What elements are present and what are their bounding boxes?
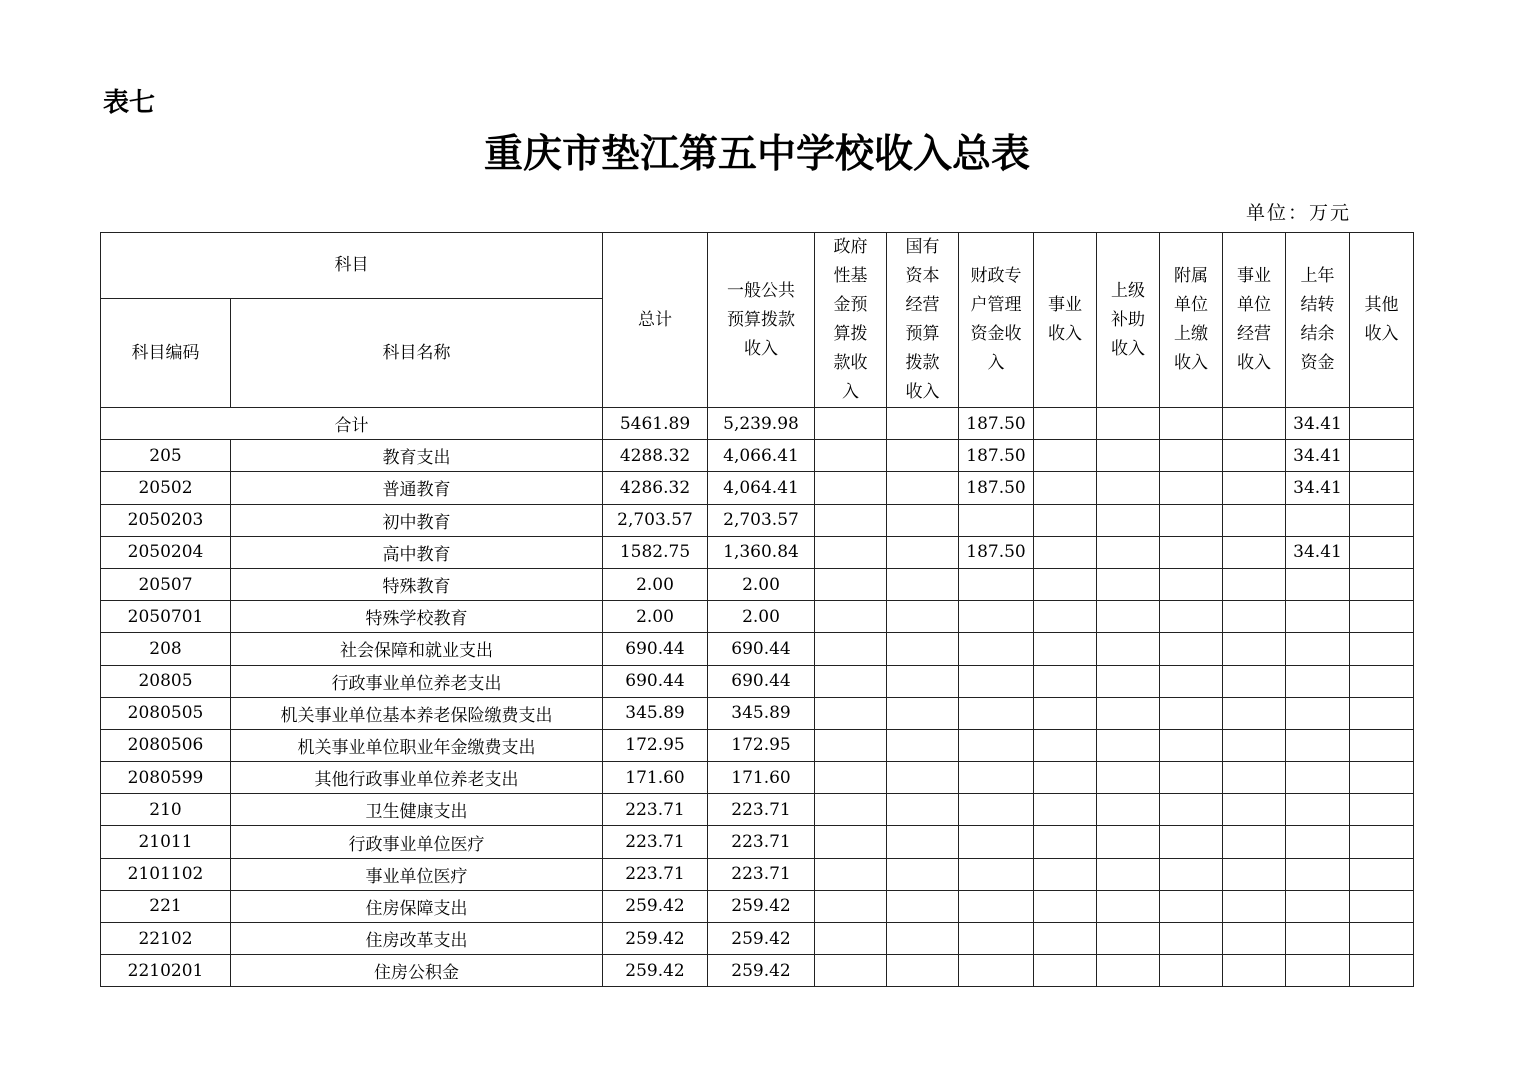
cell-general-budget: 259.42 [708,890,815,922]
table-row [101,923,1414,955]
cell-carryover [1286,697,1350,729]
cell-general-budget: 4,066.41 [708,440,815,472]
cell-fiscal-special [959,794,1034,826]
cell-fiscal-special [959,762,1034,794]
cell-gov-fund [815,472,887,504]
cell-gov-fund [815,955,887,987]
cell-business-income [1034,858,1097,890]
cell-business-income [1034,665,1097,697]
cell-affiliated-remit [1160,697,1223,729]
cell-superior-subsidy [1097,536,1160,568]
table-row [101,794,1414,826]
table-row [101,504,1414,536]
cell-affiliated-remit [1160,633,1223,665]
cell-state-capital [887,858,959,890]
cell-business-income [1034,923,1097,955]
cell-code: 2210201 [101,955,231,987]
cell-other-income [1350,472,1414,504]
table-row [101,472,1414,504]
cell-affiliated-remit [1160,890,1223,922]
cell-gov-fund [815,697,887,729]
cell-business-income [1034,729,1097,761]
header-name: 科目名称 [231,299,603,408]
cell-fiscal-special [959,858,1034,890]
cell-affiliated-remit [1160,472,1223,504]
cell-business-income [1034,601,1097,633]
cell-superior-subsidy [1097,504,1160,536]
cell-other-income [1350,504,1414,536]
table-row [101,729,1414,761]
cell-state-capital [887,697,959,729]
cell-affiliated-remit [1160,568,1223,600]
cell-other-income [1350,536,1414,568]
cell-business-income [1034,504,1097,536]
cell-carryover [1286,762,1350,794]
cell-operating-income [1223,472,1286,504]
cell-superior-subsidy [1097,601,1160,633]
cell-fiscal-special [959,890,1034,922]
cell-total: 690.44 [603,665,708,697]
header-subject: 科目 [101,233,603,299]
cell-general-budget: 171.60 [708,762,815,794]
cell-other-income [1350,858,1414,890]
cell-carryover: 34.41 [1286,472,1350,504]
cell-code: 20502 [101,472,231,504]
cell-code: 2050204 [101,536,231,568]
cell-operating-income [1223,890,1286,922]
cell-general-budget: 5,239.98 [708,408,815,440]
cell-other-income [1350,568,1414,600]
cell-code: 22102 [101,923,231,955]
cell-state-capital [887,601,959,633]
cell-carryover [1286,858,1350,890]
cell-total: 171.60 [603,762,708,794]
cell-gov-fund [815,665,887,697]
cell-business-income [1034,955,1097,987]
cell-operating-income [1223,633,1286,665]
cell-name: 其他行政事业单位养老支出 [231,762,603,794]
cell-superior-subsidy [1097,665,1160,697]
header-fiscal-special: 财政专 户管理 资金收 入 [959,233,1034,408]
cell-gov-fund [815,504,887,536]
cell-name: 机关事业单位职业年金缴费支出 [231,729,603,761]
cell-total: 259.42 [603,923,708,955]
cell-other-income [1350,665,1414,697]
cell-general-budget: 223.71 [708,826,815,858]
cell-gov-fund [815,923,887,955]
cell-code: 205 [101,440,231,472]
cell-state-capital [887,762,959,794]
cell-gov-fund [815,601,887,633]
cell-state-capital [887,826,959,858]
unit-label: 单位：万元 [1246,202,1352,224]
cell-code: 2080506 [101,729,231,761]
cell-business-income [1034,794,1097,826]
cell-affiliated-remit [1160,729,1223,761]
cell-carryover [1286,601,1350,633]
cell-total: 223.71 [603,826,708,858]
cell-business-income [1034,762,1097,794]
cell-fiscal-special [959,697,1034,729]
cell-total: 259.42 [603,955,708,987]
cell-general-budget: 345.89 [708,697,815,729]
cell-superior-subsidy [1097,923,1160,955]
cell-business-income [1034,536,1097,568]
cell-state-capital [887,794,959,826]
cell-fiscal-special [959,923,1034,955]
cell-superior-subsidy [1097,826,1160,858]
cell-business-income [1034,697,1097,729]
cell-code: 2050701 [101,601,231,633]
cell-fiscal-special [959,665,1034,697]
cell-operating-income [1223,665,1286,697]
cell-superior-subsidy [1097,955,1160,987]
cell-gov-fund [815,440,887,472]
document-label: 表七 [103,88,156,118]
cell-state-capital [887,472,959,504]
cell-fiscal-special [959,633,1034,665]
cell-total: 2.00 [603,601,708,633]
table-row [101,890,1414,922]
cell-general-budget: 690.44 [708,633,815,665]
cell-state-capital [887,536,959,568]
cell-state-capital [887,729,959,761]
cell-carryover [1286,923,1350,955]
cell-superior-subsidy [1097,762,1160,794]
cell-fiscal-special [959,826,1034,858]
cell-carryover [1286,665,1350,697]
cell-code: 2101102 [101,858,231,890]
cell-other-income [1350,729,1414,761]
cell-total: 1582.75 [603,536,708,568]
cell-total: 259.42 [603,890,708,922]
cell-operating-income [1223,601,1286,633]
cell-fiscal-special [959,729,1034,761]
cell-state-capital [887,568,959,600]
cell-other-income [1350,633,1414,665]
header-affiliated-remit: 附属 单位 上缴 收入 [1160,233,1223,408]
cell-total: 223.71 [603,858,708,890]
table-row [101,536,1414,568]
cell-other-income [1350,440,1414,472]
cell-other-income [1350,794,1414,826]
cell-business-income [1034,472,1097,504]
cell-name: 事业单位医疗 [231,858,603,890]
cell-affiliated-remit [1160,440,1223,472]
cell-total: 4286.32 [603,472,708,504]
cell-general-budget: 4,064.41 [708,472,815,504]
cell-fiscal-special: 187.50 [959,440,1034,472]
cell-business-income [1034,633,1097,665]
cell-operating-income [1223,923,1286,955]
cell-state-capital [887,440,959,472]
cell-carryover [1286,794,1350,826]
cell-operating-income [1223,955,1286,987]
cell-total: 2,703.57 [603,504,708,536]
cell-gov-fund [815,729,887,761]
cell-carryover [1286,890,1350,922]
cell-name: 卫生健康支出 [231,794,603,826]
cell-carryover: 34.41 [1286,440,1350,472]
page-title: 重庆市垫江第五中学校收入总表 [483,131,1030,177]
cell-gov-fund [815,794,887,826]
cell-operating-income [1223,826,1286,858]
cell-superior-subsidy [1097,568,1160,600]
cell-state-capital [887,633,959,665]
header-gov-fund: 政府 性基 金预 算拨 款收 入 [815,233,887,408]
cell-affiliated-remit [1160,923,1223,955]
cell-name: 普通教育 [231,472,603,504]
cell-superior-subsidy [1097,858,1160,890]
cell-state-capital [887,890,959,922]
cell-superior-subsidy [1097,794,1160,826]
table-row [101,697,1414,729]
cell-gov-fund [815,762,887,794]
cell-other-income [1350,826,1414,858]
cell-affiliated-remit [1160,762,1223,794]
cell-name: 机关事业单位基本养老保险缴费支出 [231,697,603,729]
header-other-income: 其他 收入 [1350,233,1414,408]
cell-operating-income [1223,536,1286,568]
cell-general-budget: 690.44 [708,665,815,697]
cell-general-budget: 1,360.84 [708,536,815,568]
cell-name: 特殊学校教育 [231,601,603,633]
cell-fiscal-special [959,955,1034,987]
cell-total: 4288.32 [603,440,708,472]
cell-name: 高中教育 [231,536,603,568]
cell-code: 2080505 [101,697,231,729]
header-state-capital: 国有 资本 经营 预算 拨款 收入 [887,233,959,408]
table-row [101,762,1414,794]
cell-other-income [1350,890,1414,922]
cell-name: 行政事业单位医疗 [231,826,603,858]
cell-general-budget: 2.00 [708,568,815,600]
cell-gov-fund [815,536,887,568]
table-row [101,440,1414,472]
cell-affiliated-remit [1160,955,1223,987]
table-row [101,858,1414,890]
cell-operating-income [1223,858,1286,890]
cell-code: 20507 [101,568,231,600]
cell-state-capital [887,955,959,987]
cell-operating-income [1223,408,1286,440]
cell-other-income [1350,601,1414,633]
header-carryover: 上年 结转 结余 资金 [1286,233,1350,408]
cell-state-capital [887,504,959,536]
cell-operating-income [1223,729,1286,761]
cell-superior-subsidy [1097,697,1160,729]
cell-name: 住房保障支出 [231,890,603,922]
cell-affiliated-remit [1160,601,1223,633]
cell-superior-subsidy [1097,440,1160,472]
cell-carryover [1286,568,1350,600]
cell-state-capital [887,665,959,697]
cell-code: 2050203 [101,504,231,536]
table-row [101,955,1414,987]
cell-business-income [1034,408,1097,440]
cell-general-budget: 2.00 [708,601,815,633]
cell-gov-fund [815,568,887,600]
cell-carryover: 34.41 [1286,536,1350,568]
cell-name: 社会保障和就业支出 [231,633,603,665]
cell-superior-subsidy [1097,890,1160,922]
cell-total: 172.95 [603,729,708,761]
cell-affiliated-remit [1160,826,1223,858]
cell-operating-income [1223,568,1286,600]
cell-fiscal-special [959,601,1034,633]
cell-superior-subsidy [1097,472,1160,504]
cell-total: 345.89 [603,697,708,729]
cell-code: 2080599 [101,762,231,794]
cell-code: 210 [101,794,231,826]
cell-code: 20805 [101,665,231,697]
cell-general-budget: 223.71 [708,794,815,826]
cell-fiscal-special: 187.50 [959,472,1034,504]
cell-other-income [1350,697,1414,729]
income-summary-table [100,232,1414,987]
cell-fiscal-special: 187.50 [959,536,1034,568]
cell-affiliated-remit [1160,858,1223,890]
cell-operating-income [1223,504,1286,536]
cell-operating-income [1223,697,1286,729]
header-general-budget: 一般公共 预算拨款 收入 [708,233,815,408]
cell-code: 208 [101,633,231,665]
cell-affiliated-remit [1160,536,1223,568]
cell-business-income [1034,890,1097,922]
header-superior-subsidy: 上级 补助 收入 [1097,233,1160,408]
header-code: 科目编码 [101,299,231,408]
cell-other-income [1350,408,1414,440]
cell-other-income [1350,955,1414,987]
cell-fiscal-special [959,568,1034,600]
cell-other-income [1350,762,1414,794]
cell-total: 223.71 [603,794,708,826]
cell-general-budget: 2,703.57 [708,504,815,536]
cell-name: 教育支出 [231,440,603,472]
table-row [101,601,1414,633]
cell-operating-income [1223,794,1286,826]
cell-business-income [1034,568,1097,600]
table-row [101,633,1414,665]
cell-state-capital [887,923,959,955]
cell-operating-income [1223,440,1286,472]
cell-carryover [1286,955,1350,987]
cell-general-budget: 259.42 [708,923,815,955]
cell-fiscal-special [959,504,1034,536]
cell-carryover [1286,633,1350,665]
cell-affiliated-remit [1160,504,1223,536]
cell-superior-subsidy [1097,633,1160,665]
header-operating-income: 事业 单位 经营 收入 [1223,233,1286,408]
table-row [101,568,1414,600]
cell-superior-subsidy [1097,729,1160,761]
cell-gov-fund [815,890,887,922]
cell-carryover: 34.41 [1286,408,1350,440]
cell-other-income [1350,923,1414,955]
cell-gov-fund [815,408,887,440]
cell-code: 221 [101,890,231,922]
cell-affiliated-remit [1160,665,1223,697]
cell-general-budget: 223.71 [708,858,815,890]
cell-affiliated-remit [1160,408,1223,440]
header-total: 总计 [603,233,708,408]
cell-gov-fund [815,858,887,890]
cell-business-income [1034,826,1097,858]
cell-state-capital [887,408,959,440]
cell-carryover [1286,504,1350,536]
cell-total: 690.44 [603,633,708,665]
cell-superior-subsidy [1097,408,1160,440]
cell-carryover [1286,826,1350,858]
cell-business-income [1034,440,1097,472]
cell-operating-income [1223,762,1286,794]
cell-total: 5461.89 [603,408,708,440]
cell-name: 住房改革支出 [231,923,603,955]
table-row [101,665,1414,697]
cell-gov-fund [815,633,887,665]
cell-name: 住房公积金 [231,955,603,987]
cell-general-budget: 259.42 [708,955,815,987]
header-row [101,233,1414,299]
summary-row [101,408,1414,440]
header-business-income: 事业 收入 [1034,233,1097,408]
cell-name: 行政事业单位养老支出 [231,665,603,697]
cell-name: 初中教育 [231,504,603,536]
cell-name: 特殊教育 [231,568,603,600]
cell-summary-label: 合计 [101,408,603,440]
cell-fiscal-special: 187.50 [959,408,1034,440]
cell-affiliated-remit [1160,794,1223,826]
cell-carryover [1286,729,1350,761]
cell-general-budget: 172.95 [708,729,815,761]
cell-total: 2.00 [603,568,708,600]
cell-code: 21011 [101,826,231,858]
table-row [101,826,1414,858]
cell-gov-fund [815,826,887,858]
